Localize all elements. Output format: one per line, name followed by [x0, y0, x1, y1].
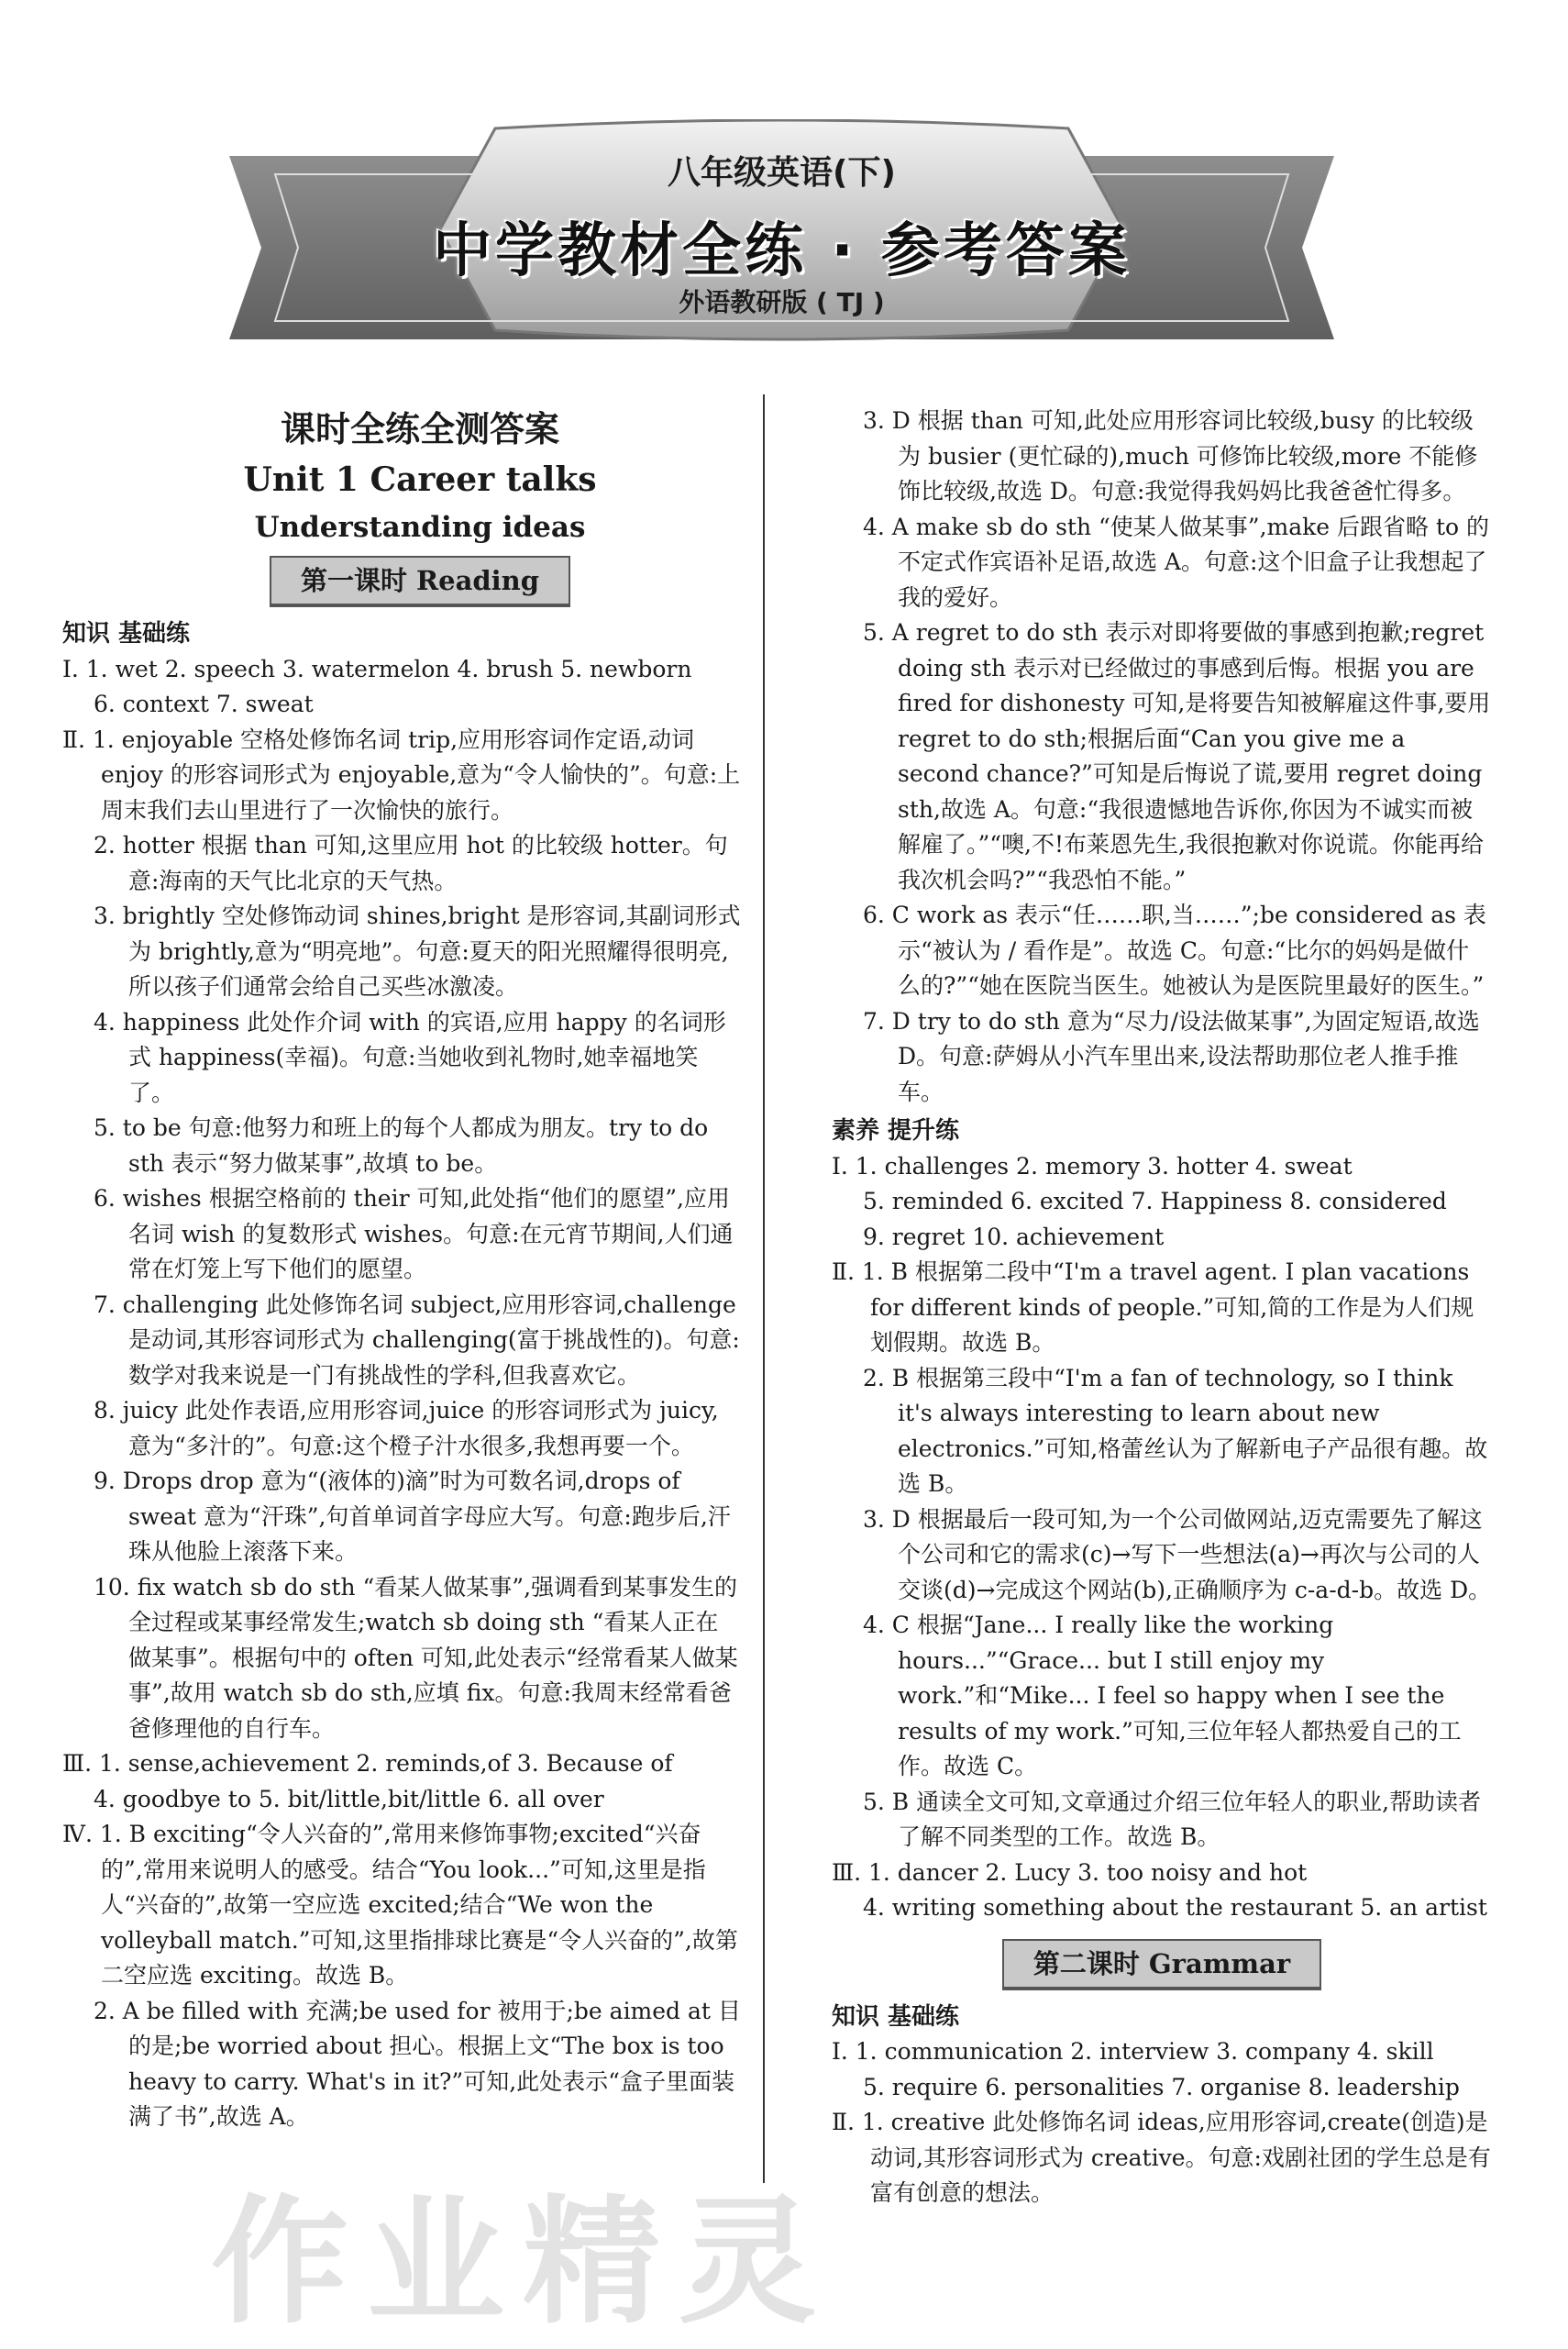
answer-line: Ⅱ. 1. enjoyable 空格处修饰名词 trip,应用形容词作定语,动词 enjoy 的形容词形式为 enjoyable,意为“令人愉快的”。句意:上周末我们去山里进行了一次愉快的旅行。: [62, 726, 741, 824]
answer-line: 3. brightly 空处修饰动词 shines,bright 是形容词,其副词形式为 brightly,意为“明亮地”。句意:夏天的阳光照耀得很明亮,所以孩子们通常会给自己买些冰激凌。: [94, 903, 741, 1000]
answer-line: 4. C 根据“Jane... I really like the working hours...”“Grace... but I still enjoy my work.”和“Mike... I feel so happy when I see the results of my work.”可知,三位年轻人都热爱自己的工作。故选 C。: [863, 1612, 1462, 1779]
unit-title: Unit 1 Career talks: [243, 460, 597, 499]
answer-line: Ⅲ. 1. dancer 2. Lucy 3. too noisy and hot: [832, 1858, 1308, 1886]
banner-title: 中学教材全练 · 参考答案: [433, 217, 1131, 285]
left-column: [62, 404, 741, 2135]
column-divider: [763, 394, 765, 2183]
answer-line: 9. Drops drop 意为“(液体的)滴”时为可数名词,drops of sweat 意为“汗珠”,句首单词首字母应大写。句意:跑步后,汗珠从他脸上滚落下来。: [94, 1468, 731, 1565]
answer-line: Ⅰ. 1. communication 2. interview 3. company 4. skill: [832, 2038, 1434, 2065]
answer-line: 2. hotter 根据 than 可知,这里应用 hot 的比较级 hotter。句意:海南的天气比北京的天气热。: [94, 832, 728, 894]
answer-line: 7. challenging 此处修饰名词 subject,应用形容词,challenge 是动词,其形容词形式为 challenging(富于挑战性的)。句意:数学对我来说是一门有挑战性的学科,但我喜欢它。: [94, 1291, 740, 1389]
answer-line: Ⅰ. 1. challenges 2. memory 3. hotter 4. sweat: [832, 1152, 1353, 1180]
answer-line: 4. goodbye to 5. bit/little,bit/little 6. all over: [94, 1785, 604, 1812]
right-column: [832, 404, 1492, 2211]
answer-line: 2. A be filled with 充满;be used for 被用于;be aimed at 目的是;be worried about 担心。根据上文“The box is too heavy to carry. What's in it?”可知,此处表示“盒子里面装满了书”,故选 A。: [94, 1997, 741, 2130]
answer-line: 9. regret 10. achievement: [863, 1223, 1165, 1250]
answer-line: 4. happiness 此处作介词 with 的宾语,应用 happy 的名词形式 happiness(幸福)。句意:当她收到礼物时,她幸福地笑了。: [94, 1008, 726, 1106]
answer-line: 6. wishes 根据空格前的 their 可知,此处指“他们的愿望”,应用名词 wish 的复数形式 wishes。句意:在元宵节期间,人们通常在灯笼上写下他们的愿望。: [94, 1185, 734, 1282]
answer-line: 5. B 通读全文可知,文章通过介绍三位年轻人的职业,帮助读者了解不同类型的工作。故选 B。: [863, 1788, 1482, 1850]
lesson-label: 第一课时 Reading: [270, 556, 570, 607]
answer-line: 4. writing something about the restaurant 5. an artist: [863, 1894, 1487, 1921]
answer-line: 5. reminded 6. excited 7. Happiness 8. considered: [863, 1188, 1447, 1214]
title-banner: [220, 119, 1343, 349]
answer-line: 6. C work as 表示“任……职,当……”;be considered as 表示“被认为 / 看作是”。故选 C。句意:“比尔的妈妈是做什么的?”“她在医院当医生。她被认为是医院里最好的医生。”: [863, 902, 1486, 999]
answer-line: Ⅱ. 1. creative 此处修饰名词 ideas,应用形容词,create(创造)是动词,其形容词形式为 creative。句意:戏剧社团的学生总是有富有创意的想法。: [832, 2109, 1491, 2206]
answer-line: 4. A make sb do sth “使某人做某事”,make 后跟省略 to 的不定式作宾语补足语,故选 A。句意:这个旧盒子让我想起了我的爱好。: [863, 513, 1490, 611]
answer-line: 3. D 根据 than 可知,此处应用形容词比较级,busy 的比较级为 busier (更忙碌的),much 可修饰比较级,more 不能修饰比较级,故选 D。句意:我觉得我妈妈比我爸爸忙得多。: [863, 407, 1478, 504]
answer-line: 5. require 6. personalities 7. organise 8. leadership: [863, 2073, 1460, 2100]
category-advanced: 素养 提升练: [832, 1117, 960, 1145]
answer-line: 10. fix watch sb do sth “看某人做某事”,强调看到某事发生的全过程或某事经常发生;watch sb doing sth “看某人正在做某事”。根据句中的 often 可知,此处表示“经常看某人做某事”,故用 watch sb do sth,应填 fix。句意:我周末经常看爸爸修理他的自行车。: [94, 1573, 738, 1742]
answer-line: 2. B 根据第三段中“I'm a fan of technology, so I think it's always interesting to learn about new electronics.”可知,格蕾丝认为了解新电子产品很有趣。故选 B。: [863, 1364, 1488, 1497]
answer-line: 7. D try to do sth 意为“尽力/设法做某事”,为固定短语,故选 D。句意:萨姆从小汽车里出来,设法帮助那位老人推手推车。: [863, 1007, 1480, 1105]
banner-grade: 八年级英语(下): [668, 154, 896, 192]
watermark: 作业精灵: [211, 2183, 835, 2343]
answer-line: 5. to be 句意:他努力和班上的每个人都成为朋友。try to do sth 表示“努力做某事”,故填 to be。: [94, 1114, 709, 1177]
answer-line: Ⅳ. 1. B exciting“令人兴奋的”,常用来修饰事物;excited“兴奋的”,常用来说明人的感受。结合“You look...”可知,这里是指人“兴奋的”,故第一空应选 excited;结合“We won the volleyball match.”可知,这里指排球比赛是“令人兴奋的”,故第二空应选 exciting。故选 B。: [62, 1821, 738, 1989]
answer-line: 8. juicy 此处作表语,应用形容词,juice 的形容词形式为 juicy,意为“多汁的”。句意:这个橙子汁水很多,我想再要一个。: [94, 1397, 719, 1459]
lesson-label-grammar: 第二课时 Grammar: [1002, 1939, 1321, 1990]
sub-title: Understanding ideas: [254, 511, 586, 544]
banner-edition: 外语教研版 ( TJ ): [679, 287, 885, 317]
answer-line: 6. context 7. sweat: [94, 691, 314, 717]
section-title: 课时全练全测答案: [280, 408, 559, 449]
answer-line: Ⅲ. 1. sense,achievement 2. reminds,of 3. Because of: [62, 1750, 673, 1777]
answer-line: 5. A regret to do sth 表示对即将要做的事感到抱歉;regret doing sth 表示对已经做过的事感到后悔。根据 you are fired for dishonesty 可知,是将要告知被解雇这件事,要用 regret to do sth;根据后面“Can you give me a second chance?”可知是后悔说了谎,要用 regret doing sth,故选 A。句意:“我很遗憾地告诉你,你因为不诚实而被解雇了。”“噢,不!布莱恩先生,我很抱歉对你说谎。你能再给我次机会吗?”“我恐怕不能。”: [863, 619, 1491, 893]
answer-line: Ⅱ. 1. B 根据第二段中“I'm a travel agent. I plan vacations for different kinds of people.”可知,简的工作是为人们规划假期。故选 B。: [832, 1258, 1474, 1356]
answer-line: 3. D 根据最后一段可知,为一个公司做网站,迈克需要先了解这个公司和它的需求(c)→写下一些想法(a)→再次与公司的人交谈(d)→完成这个网站(b),正确顺序为 c-a-d-b。故选 D。: [863, 1505, 1492, 1603]
category-basic-2: 知识 基础练: [832, 2002, 960, 2031]
category-basic: 知识 基础练: [62, 620, 191, 648]
answer-line: Ⅰ. 1. wet 2. speech 3. watermelon 4. brush 5. newborn: [62, 655, 692, 682]
